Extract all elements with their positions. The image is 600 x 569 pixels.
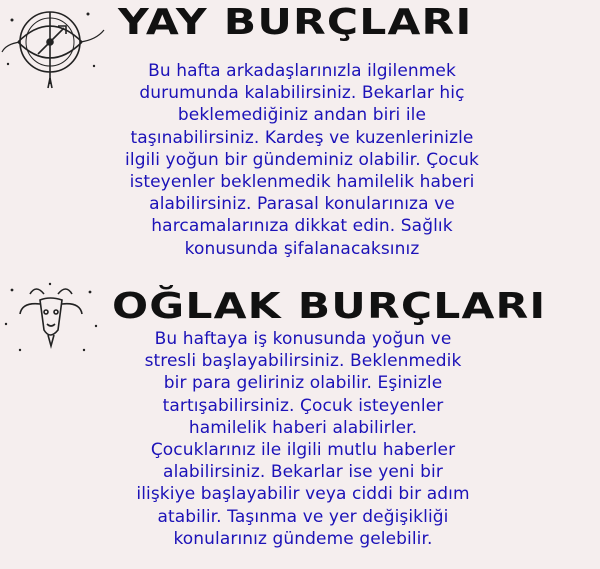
description-line: taşınabilirsiniz. Kardeş ve kuzenlerinizle <box>130 127 474 148</box>
description-line: harcamalarınıza dikkat edin. Sağlık <box>151 216 453 237</box>
description-line: ilgili yoğun bir gündeminiz olabilir. Çocuk <box>125 149 479 170</box>
description-line: atabilir. Taşınma ve yer değişikliği <box>157 506 449 527</box>
capricorn-description <box>88 328 518 550</box>
description-line: alabilirsiniz. Bekarlar ise yeni bir <box>163 462 443 483</box>
description-line: bir para geliriniz olabilir. Eşinizle <box>163 373 443 394</box>
sagittarius-section <box>0 0 600 270</box>
capricorn-section <box>0 278 600 569</box>
description-line: konusunda şifalanacaksınız <box>184 238 420 259</box>
description-line: konularınız gündeme gelebilir. <box>173 528 433 549</box>
description-line: tartışabilirsiniz. Çocuk isteyenler <box>162 395 444 416</box>
description-line: Çocuklarınız ile ilgili mutlu haberler <box>150 440 456 461</box>
description-line: Bu haftaya iş konusunda yoğun ve <box>154 329 452 349</box>
sagittarius-description <box>82 60 522 260</box>
description-line: stresli başlayabilirsiniz. Beklenmedik <box>144 351 462 372</box>
description-line: hamilelik haberi alabilirler. <box>188 417 418 438</box>
description-line: durumunda kalabilirsiniz. Bekarlar hiç <box>139 83 465 104</box>
description-line: ilişkiye başlayabilir veya ciddi bir adım <box>136 484 470 505</box>
description-line: beklemediğiniz andan biri ile <box>177 105 427 126</box>
description-line: alabilirsiniz. Parasal konularınıza ve <box>149 194 455 215</box>
description-line: isteyenler beklenmedik hamilelik haberi <box>129 172 475 193</box>
capricorn-title: OĞLAK BURÇLARI <box>112 286 547 327</box>
description-line: Bu hafta arkadaşlarınızla ilgilenmek <box>148 61 456 81</box>
sagittarius-title: YAY BURÇLARI <box>118 2 473 43</box>
